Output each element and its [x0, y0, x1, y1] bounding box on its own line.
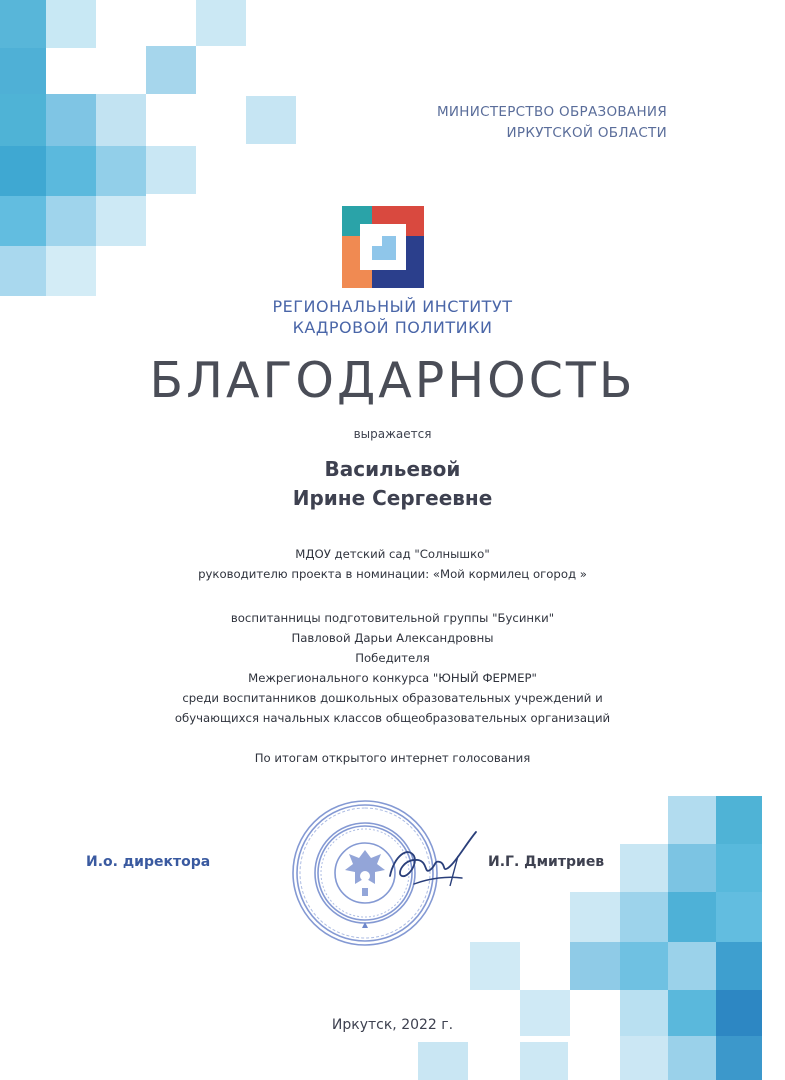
decor-square: [146, 146, 196, 194]
decor-square: [716, 1036, 762, 1080]
organization-block: [0, 544, 785, 584]
organization-name: МДОУ детский сад "Солнышко": [295, 547, 490, 561]
award-block: [0, 608, 785, 728]
expressed-text: выражается: [353, 427, 432, 441]
decor-square: [246, 96, 296, 144]
decor-square: [620, 942, 668, 990]
voting-note: По итогам открытого интернет голосования: [254, 751, 531, 765]
decor-square: [668, 892, 716, 942]
institute-name: [0, 296, 785, 338]
decor-square: [716, 942, 762, 990]
audience-line-2: обучающихся начальных классов общеобразовательных организаций: [174, 711, 611, 725]
decor-square: [668, 942, 716, 990]
award-status: Победителя: [355, 651, 430, 665]
decor-square: [0, 0, 46, 48]
decor-square: [668, 796, 716, 844]
decor-square: [0, 48, 46, 94]
signatory-role: И.о. директора: [86, 854, 211, 870]
decor-square: [146, 46, 196, 94]
decor-square: [196, 0, 246, 46]
institute-line-2: КАДРОВОЙ ПОЛИТИКИ: [292, 318, 493, 337]
decor-square: [0, 196, 46, 246]
decor-square: [46, 146, 96, 196]
decor-square: [716, 796, 762, 844]
recipient-line-1: Васильевой: [324, 457, 461, 481]
decor-square: [716, 892, 762, 942]
decor-square: [620, 892, 668, 942]
institute-logo-icon: [342, 206, 424, 288]
decor-square: [716, 844, 762, 892]
certificate-title: БЛАГОДАРНОСТЬ: [149, 352, 636, 409]
decor-square: [0, 246, 46, 296]
decor-square: [96, 196, 146, 246]
decor-square: [418, 1042, 468, 1080]
decor-square: [668, 1036, 716, 1080]
pupil-group: воспитанницы подготовительной группы "Бусинки": [230, 611, 555, 625]
decor-square: [620, 1036, 668, 1080]
decor-square: [620, 844, 668, 892]
decor-square: [96, 146, 146, 196]
recipient-line-2: Ирине Сергеевне: [292, 486, 493, 510]
institute-line-1: РЕГИОНАЛЬНЫЙ ИНСТИТУТ: [272, 297, 513, 316]
handwritten-signature-icon: [384, 826, 484, 906]
decor-square: [0, 94, 46, 146]
decor-square: [46, 246, 96, 296]
voting-block: [0, 748, 785, 768]
audience-line-1: среди воспитанников дошкольных образовательных учреждений и: [182, 691, 603, 705]
decor-square: [46, 0, 96, 48]
decor-square: [46, 196, 96, 246]
place-and-date: Иркутск, 2022 г.: [331, 1017, 454, 1033]
pupil-name: Павловой Дарьи Александровны: [291, 631, 494, 645]
decor-square: [0, 146, 46, 196]
ministry-line-2: ИРКУТСКОЙ ОБЛАСТИ: [506, 125, 667, 141]
ministry-header: [437, 102, 667, 144]
decor-square: [520, 1042, 568, 1080]
recipient-role: руководителю проекта в номинации: «Мой кормилец огород »: [198, 567, 587, 581]
decor-square: [96, 94, 146, 146]
ministry-line-1: МИНИСТЕРСТВО ОБРАЗОВАНИЯ: [436, 104, 667, 120]
decor-square: [46, 94, 96, 146]
decor-square: [570, 942, 620, 990]
decor-square: [570, 892, 620, 942]
decor-square: [668, 844, 716, 892]
decor-square: [470, 942, 520, 990]
recipient-name: [0, 455, 785, 513]
signatory-name: И.Г. Дмитриев: [488, 854, 605, 870]
contest-name: Межрегионального конкурса "ЮНЫЙ ФЕРМЕР": [248, 671, 537, 685]
